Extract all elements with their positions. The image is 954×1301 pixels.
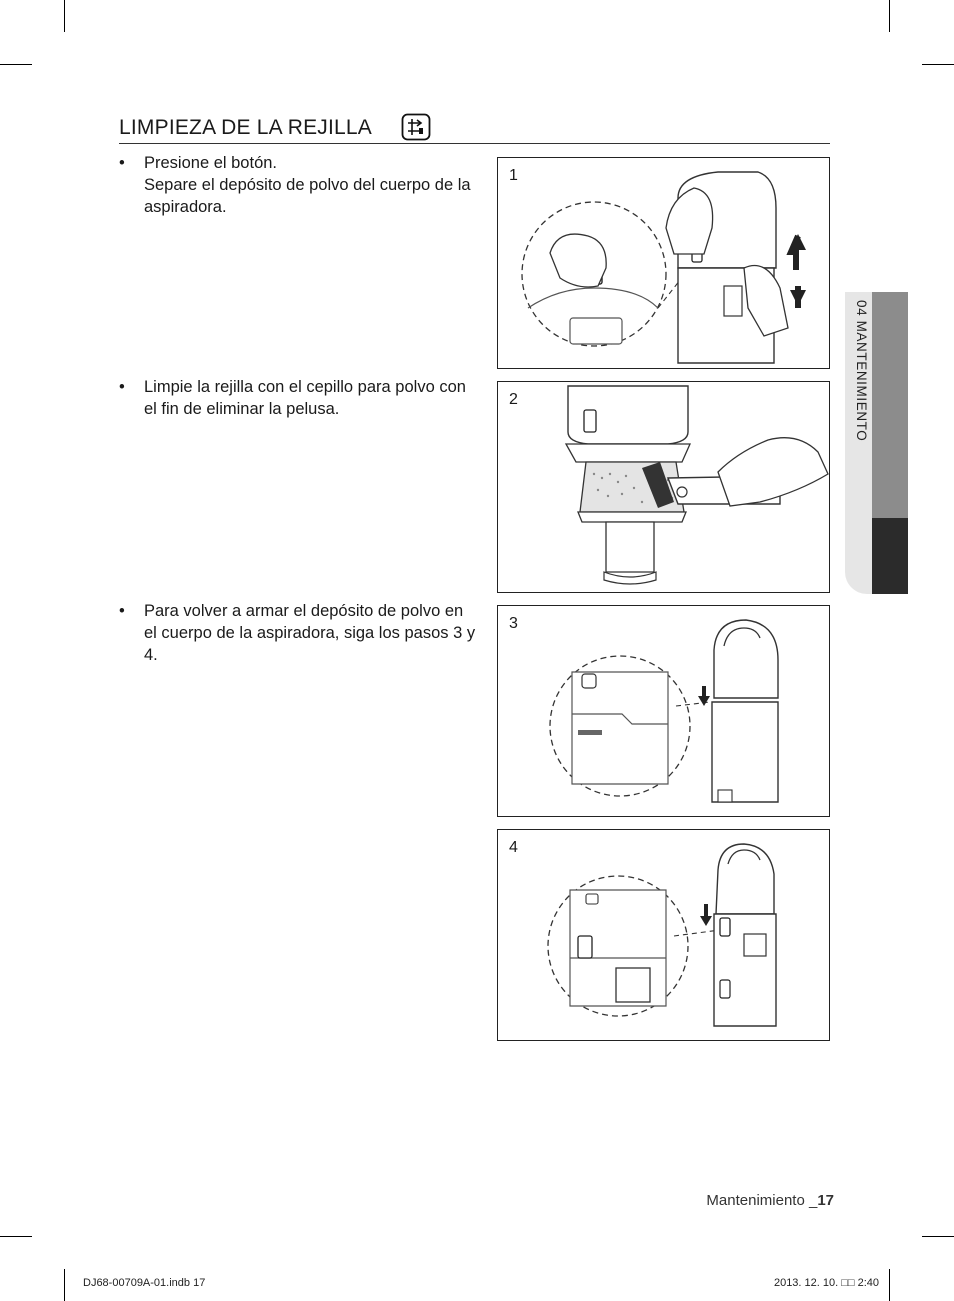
chapter-tab-dark-strip [872, 518, 908, 594]
figure-4 [497, 829, 830, 1041]
footer-section-name: Mantenimiento _ [706, 1192, 818, 1209]
figure-2-illustration [498, 382, 831, 594]
unplug-icon [401, 113, 431, 141]
step-3-text: • Para volver a armar el depósito de polvo en el cuerpo de la aspiradora, siga los pasos 3 y 4. [119, 600, 479, 666]
step-2-line-1: Limpie la rejilla con el cepillo para polvo con el fin de eliminar la pelusa. [144, 378, 466, 418]
print-date-info: 2013. 12. 10. □□ 2:40 [773, 1277, 879, 1289]
figure-3-illustration [498, 606, 831, 818]
step-2-text: • Limpie la rejilla con el cepillo para polvo con el fin de eliminar la pelusa. [119, 376, 479, 420]
chapter-tab-label: 04 MANTENIMIENTO [854, 300, 869, 442]
crop-mark [64, 0, 65, 32]
page-footer [706, 1192, 834, 1209]
figure-3-number: 3 [509, 615, 518, 632]
crop-mark [0, 1236, 32, 1237]
figure-1-number: 1 [509, 167, 518, 184]
title-divider [119, 143, 830, 144]
figure-1 [497, 157, 830, 369]
step-1-text: • Presione el botón. Separe el depósito de polvo del cuerpo de la aspiradora. [119, 152, 479, 218]
crop-mark [889, 1269, 890, 1301]
figure-1-illustration [498, 158, 831, 370]
figure-4-number: 4 [509, 839, 518, 856]
chapter-tab-gray-strip [872, 292, 908, 518]
figure-2 [497, 381, 830, 593]
crop-mark [922, 1236, 954, 1237]
crop-mark [889, 0, 890, 32]
figure-2-number: 2 [509, 391, 518, 408]
step-3-line-1: Para volver a armar el depósito de polvo en el cuerpo de la aspiradora, siga los pasos 3 y 4. [144, 602, 476, 664]
figure-3 [497, 605, 830, 817]
page-number: 17 [817, 1192, 834, 1209]
crop-mark [0, 64, 32, 65]
step-1-line-1: Presione el botón. [144, 154, 278, 172]
figure-4-illustration [498, 830, 831, 1042]
section-title: LIMPIEZA DE LA REJILLA [119, 116, 373, 139]
print-file-info: DJ68-00709A-01.indb 17 [83, 1277, 206, 1289]
step-1-line-2: Separe el depósito de polvo del cuerpo de la aspiradora. [144, 176, 471, 216]
crop-mark [64, 1269, 65, 1301]
crop-mark [922, 64, 954, 65]
